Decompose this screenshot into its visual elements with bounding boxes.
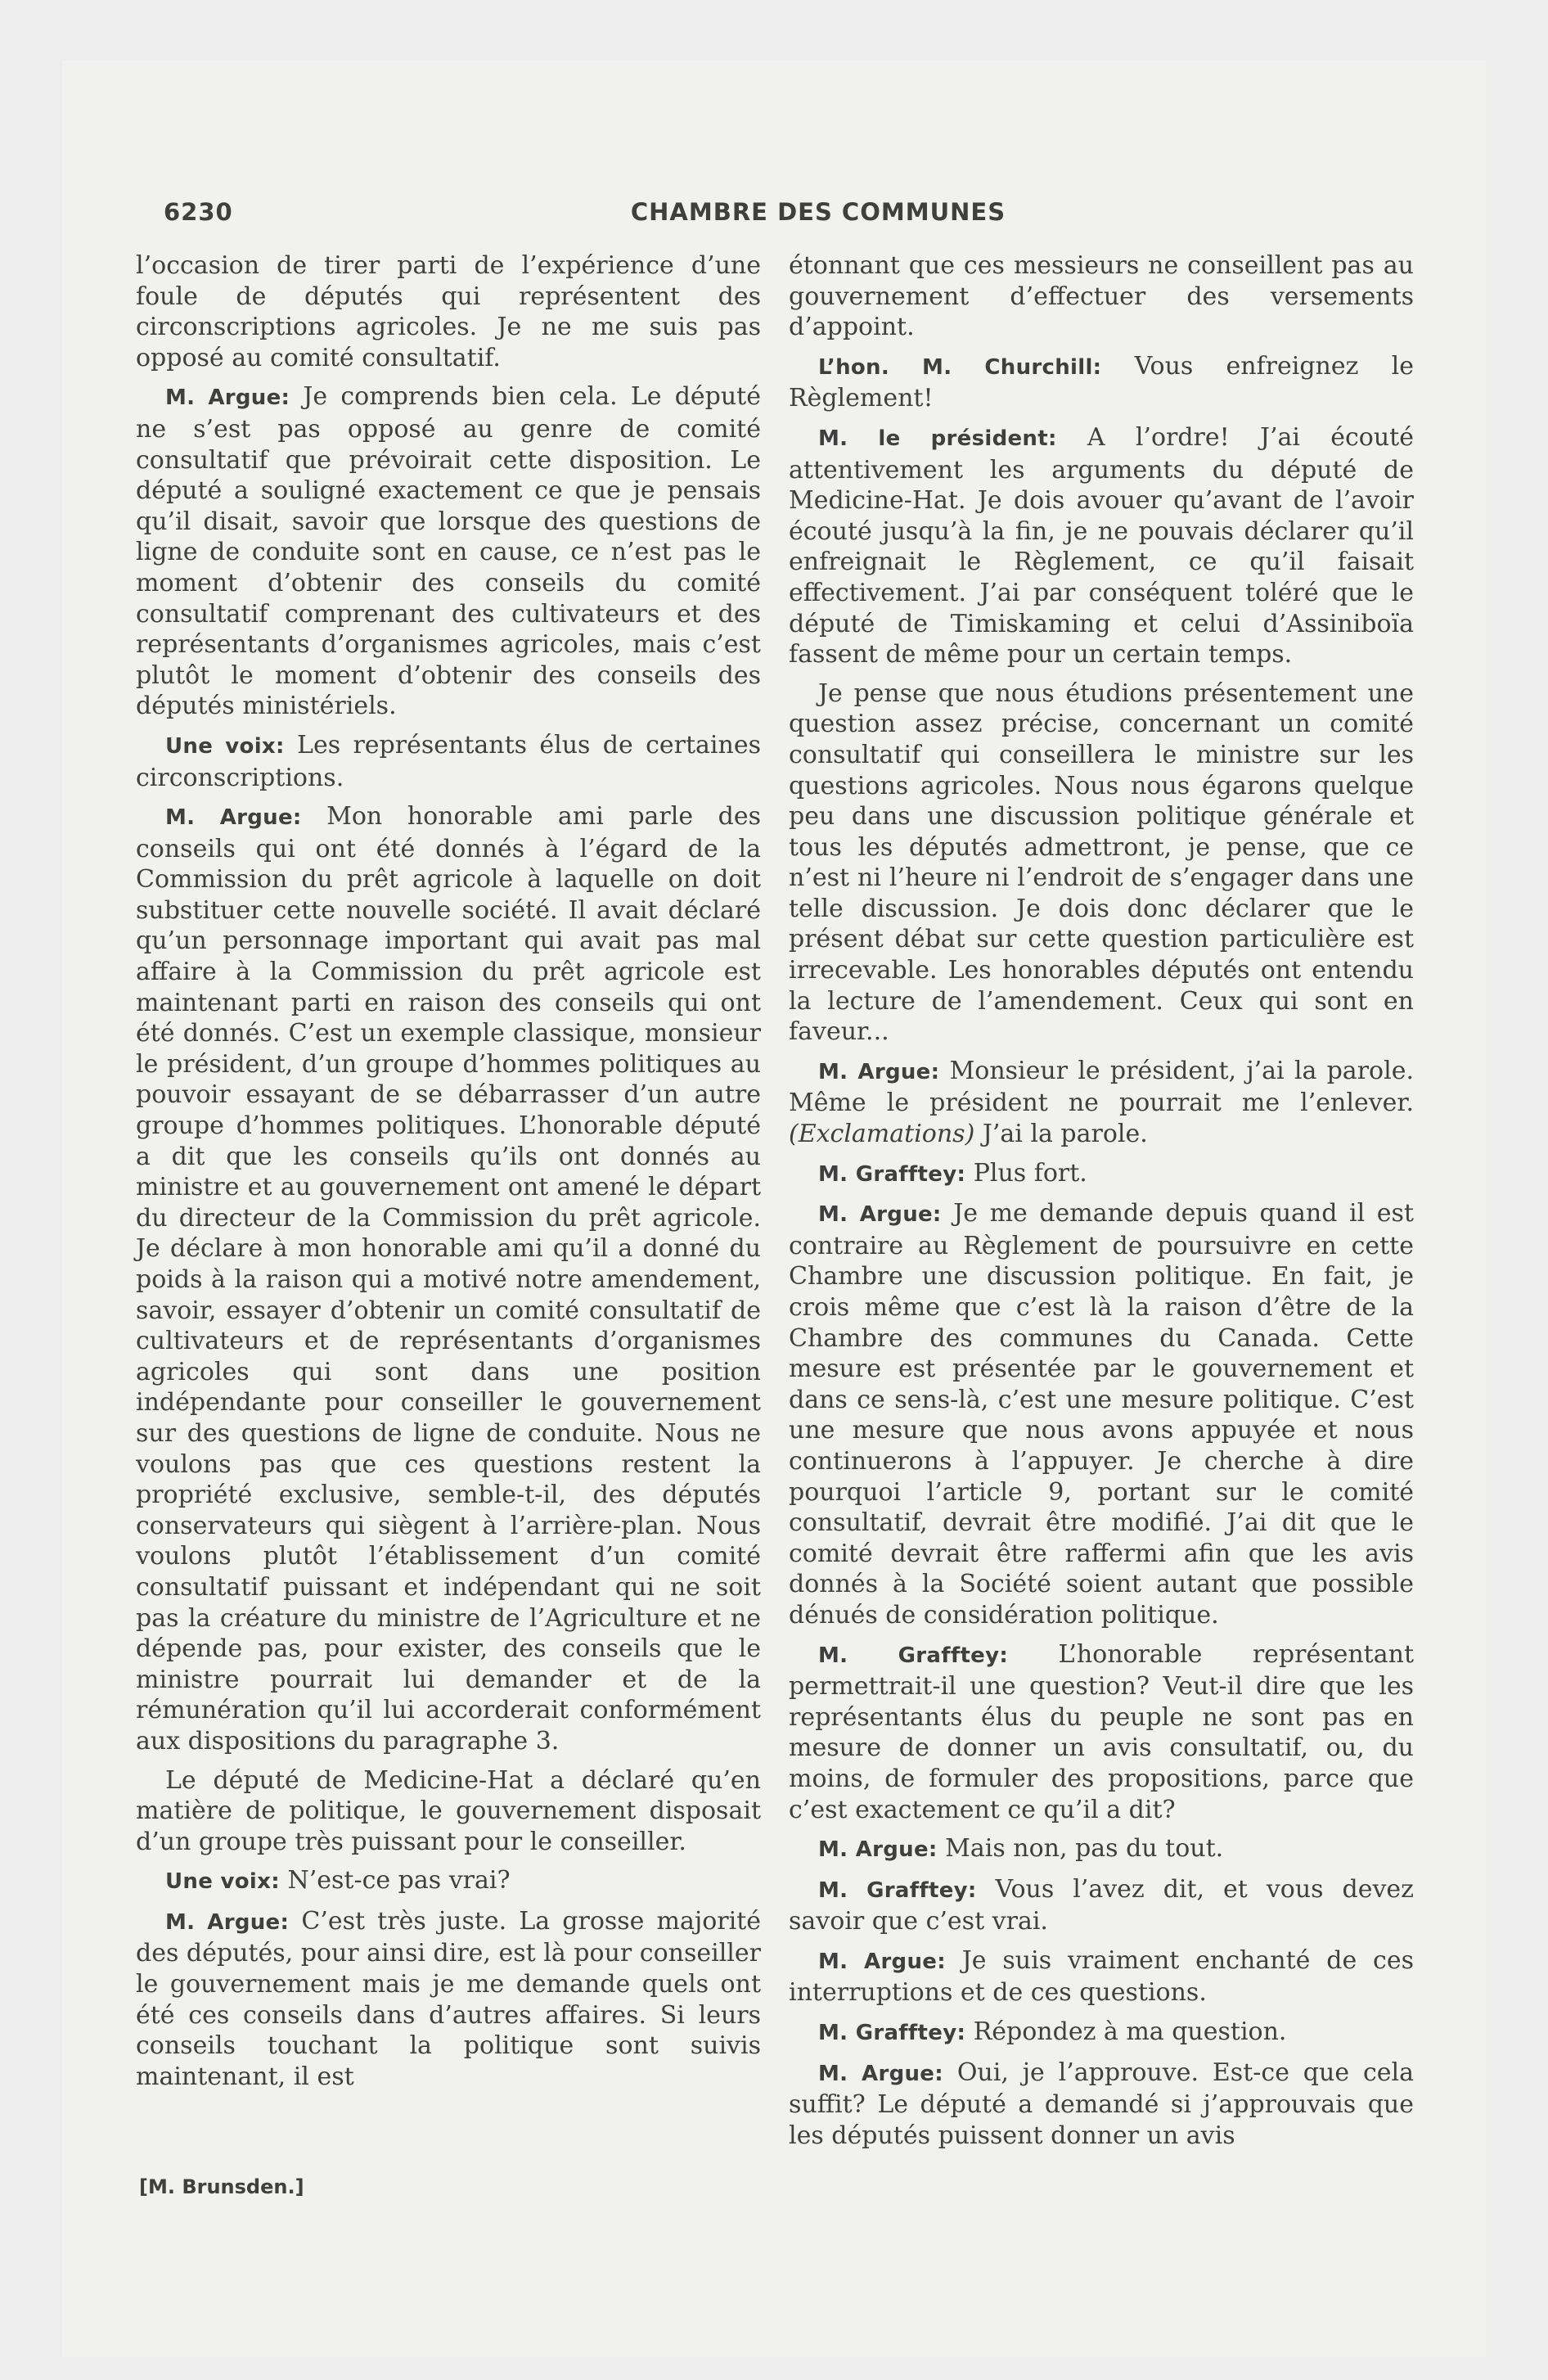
paragraph: M. Argue: Mais non, pas du tout. (818, 1834, 1224, 1864)
paragraph: M. Grafftey: Répondez à ma question. (818, 2017, 1287, 2047)
paragraph: M. Argue: Je comprends bien cela. Le député ne s’est pas opposé au genre de comité consultatif que prévoirait cette disposition. Le député a souligné exactement ce que je pensais qu’il disait, savoir que lorsque des questions de ligne de conduite sont en cause, ce n’est pas le moment d’obtenir des conseils du comité consultatif comprenant des cultivateurs et des représentants d’organismes agricoles, mais c’est plutôt le moment d’obtenir des conseils des députés ministériels. (136, 382, 761, 721)
paragraph: M. Grafftey: L’honorable représentant permettrait-il une question? Veut-il dire que les représentants élus du peuple ne sont pas en mesure de donner un avis consultatif, ou, du moins, de formuler des propositions, parce que c’est exactement ce qu’il a dit? (789, 1639, 1414, 1824)
speaker-name: Une voix: (165, 1869, 280, 1895)
speaker-name: Une voix: (165, 733, 285, 759)
paragraph: M. Argue: C’est très juste. La grosse majorité des députés, pour ainsi dire, est là pour conseiller le gouvernement mais je me demande quels ont été ces conseils dans d’autres affaires. Si leurs conseils touchant la politique sont suivis maintenant, il est (136, 1906, 761, 2091)
speaker-name: M. Argue: (165, 385, 290, 411)
running-head: CHAMBRE DES COMMUNES (630, 198, 1006, 226)
speaker-name: M. Argue: (818, 1837, 938, 1863)
speaker-name: M. le président: (818, 426, 1057, 451)
left-column (136, 250, 761, 2100)
paragraph: Une voix: N’est-ce pas vrai? (165, 1866, 511, 1895)
paragraph: M. Grafftey: Vous l’avez dit, et vous devez savoir que c’est vrai. (789, 1874, 1414, 1936)
paragraph: M. Argue: Mon honorable ami parle des conseils qui ont été donnés à l’égard de la Commission du prêt agricole à laquelle on doit substituer cette nouvelle société. Il avait déclaré qu’un personnage important qui avait pas mal affaire à la Commission du prêt agricole est maintenant parti en raison des conseils qui ont été donnés. C’est un exemple classique, monsieur le président, d’un groupe d’hommes politiques au pouvoir essayant de se débarrasser d’un autre groupe d’hommes politiques. L’honorable député a dit que les conseils qu’ils ont donnés au ministre et au gouvernement ont amené le départ du directeur de la Commission du prêt agricole. Je déclare à mon honorable ami qu’il a donné du poids à la raison qui a motivé notre amendement, savoir, essayer d’obtenir un comité consultatif de cultivateurs et de représentants d’organismes agricoles qui sont dans une position indépendante pour conseiller le gouvernement sur des questions de ligne de conduite. Nous ne voulons pas que ces questions restent la propriété exclusive, semble-t-il, des députés conservateurs qui siègent à l’arrière-plan. Nous voulons plutôt l’établissement d’un comité consultatif puissant et indépendant qui ne soit pas la créature du ministre de l’Agriculture et ne dépende pas, pour exister, des conseils que le ministre pourrait lui demander et de la rémunération qu’il lui accorderait conformément aux dispositions du paragraphe 3. (136, 802, 761, 1756)
speaker-name: M. Argue: (818, 2061, 943, 2086)
speaker-name: M. Argue: (818, 1202, 942, 1228)
speaker-name: L’hon. M. Churchill: (818, 354, 1102, 380)
paragraph: M. le président: A l’ordre! J’ai écouté attentivement les arguments du député de Medicine-Hat. Je dois avouer qu’avant de l’avoir écouté jusqu’à la fin, je ne pouvais déclarer qu’il enfreignait le Règlement, ce qu’il faisait effectivement. J’ai par conséquent toléré que le député de Timiskaming et celui d’Assiniboïa fassent de même pour un certain temps. (789, 422, 1414, 669)
speaker-name: M. Argue: (818, 1059, 940, 1084)
paragraph: M. Argue: Je me demande depuis quand il est contraire au Règlement de poursuivre en cette Chambre une discussion politique. En fait, je crois même que c’est là la raison d’être de la Chambre des communes du Canada. Cette mesure est présentée par le gouvernement et dans ce sens-là, c’est une mesure politique. C’est une mesure que nous avons appuyée et nous continuerons à l’appuyer. Je cherche à dire pourquoi l’article 9, portant sur le comité consultatif, devrait être modifié. J’ai dit que le comité devrait être raffermi afin que les avis donnés à la Société soient autant que possible dénués de considération politique. (789, 1199, 1414, 1629)
speaker-name: M. Grafftey: (818, 2021, 966, 2046)
paragraph: Le député de Medicine-Hat a déclaré qu’en matière de politique, le gouvernement disposait d’un groupe très puissant pour le conseiller. (136, 1765, 761, 1856)
paragraph: étonnant que ces messieurs ne conseillent pas au gouvernement d’effectuer des versements d’appoint. (789, 251, 1414, 342)
stage-direction: (Exclamations) (789, 1120, 975, 1149)
page-number: 6230 (164, 198, 233, 226)
speaker-name: M. Grafftey: (818, 1877, 977, 1903)
paragraph: Une voix: Les représentants élus de certaines circonscriptions. (136, 730, 761, 792)
page-header (164, 198, 1384, 231)
footnote-speaker-reference: [M. Brunsden.] (139, 2175, 304, 2198)
paragraph: M. Argue: Oui, je l’approuve. Est-ce que cela suffit? Le député a demandé si j’approuvais que les députés puissent donner un avis (789, 2058, 1414, 2150)
speaker-name: M. Argue: (165, 805, 302, 831)
speaker-name: M. Argue: (818, 1949, 946, 1974)
document-page (62, 61, 1486, 2357)
paragraph: Je pense que nous étudions présentement une question assez précise, concernant un comité consultatif qui conseillera le ministre sur les questions agricoles. Nous nous égarons quelque peu dans une discussion politique générale et tous les députés admettront, je pense, que ce n’est ni l’heure ni l’endroit de s’engager dans une telle discussion. Je dois donc déclarer que le présent débat sur cette question particulière est irrecevable. Les honorables députés ont entendu la lecture de l’amendement. Ceux qui sont en faveur... (789, 678, 1414, 1047)
paragraph: M. Grafftey: Plus fort. (818, 1158, 1087, 1188)
speaker-name: M. Grafftey: (818, 1643, 1009, 1668)
paragraph: M. Argue: Monsieur le président, j’ai la parole. Même le président ne pourrait me l’enlever. (Exclamations) J’ai la parole. (789, 1056, 1414, 1149)
paragraph: M. Argue: Je suis vraiment enchanté de ces interruptions et de ces questions. (789, 1945, 1414, 2008)
speaker-name: M. Argue: (165, 1909, 290, 1935)
speaker-name: M. Grafftey: (818, 1161, 966, 1187)
paragraph: L’hon. M. Churchill: Vous enfreignez le Règlement! (789, 351, 1414, 413)
right-column (789, 250, 1414, 2159)
paragraph: l’occasion de tirer parti de l’expérience d’une foule de députés qui représentent des circonscriptions agricoles. Je ne me suis pas opposé au comité consultatif. (136, 251, 761, 372)
